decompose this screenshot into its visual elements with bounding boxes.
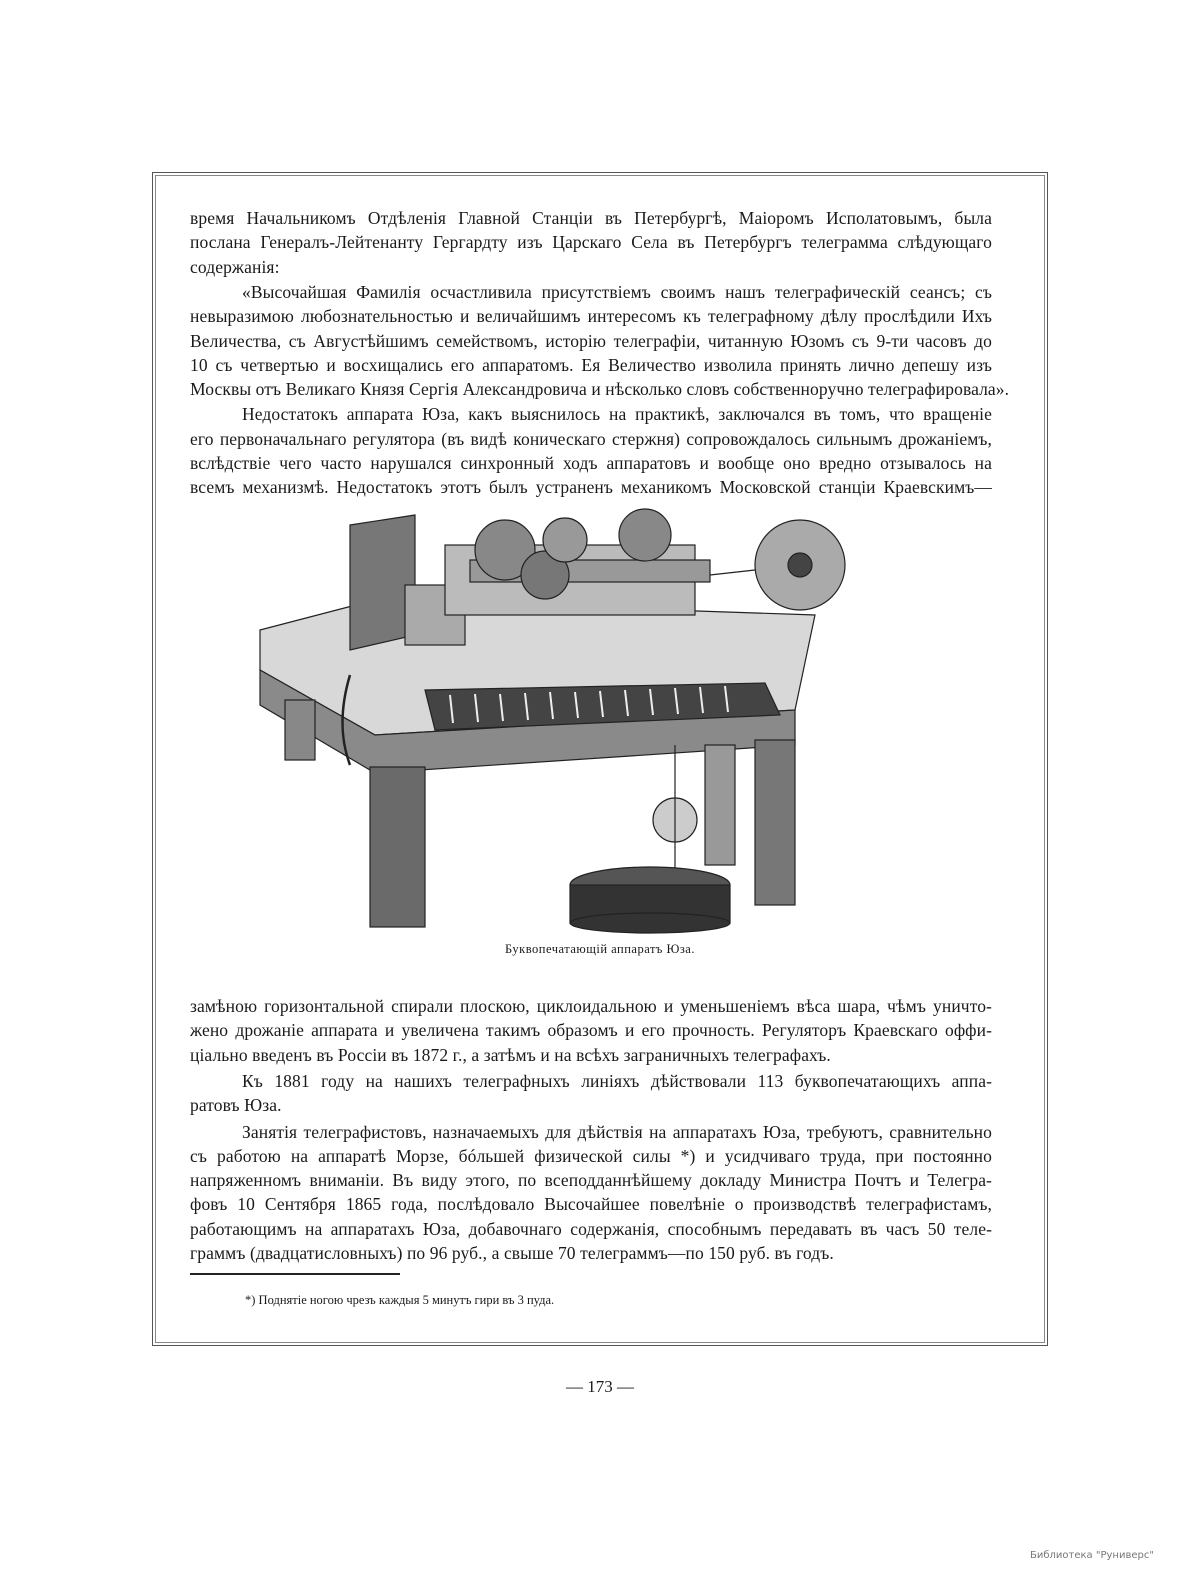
library-watermark: Библиотека "Руниверс"	[1030, 1550, 1154, 1561]
text-line: ратовъ Юза.	[190, 1095, 282, 1116]
text-line: Недостатокъ аппарата Юза, какъ выяснилось на практикѣ, заключался въ томъ, что вращеніе	[242, 404, 992, 425]
text-line: работающимъ на аппаратахъ Юза, добавочнаго содержанія, способнымъ передавать въ часъ 50 теле-	[190, 1218, 992, 1239]
footnote: *) Поднятіе ногою чрезъ каждыя 5 минутъ гири въ 3 пуда.	[245, 1293, 555, 1307]
page-number: — 173 —	[566, 1377, 634, 1396]
text-line: ціально введенъ въ Россіи въ 1872 г., а затѣмъ и на всѣхъ заграничныхъ телеграфахъ.	[190, 1044, 831, 1065]
text-line: невыразимою любознательностью и величайшимъ интересомъ къ телеграфному дѣлу прослѣдили Ихъ	[190, 306, 992, 327]
text-line: вслѣдствіе чего часто нарушался синхронный ходъ аппаратовъ и вообще оно вредно отзывалось на	[190, 453, 992, 473]
hughes-telegraph-engraving	[255, 505, 875, 935]
text-line: съ работою на аппаратѣ Морзе, бóльшей физической силы *) и усидчиваго труда, при постоянно	[190, 1145, 992, 1166]
text-line: Занятія телеграфистовъ, назначаемыхъ для дѣйствія на аппаратахъ Юза, требуютъ, сравнительно	[242, 1121, 992, 1142]
text-line: «Высочайшая Фамилія осчастливила присутствіемъ своимъ нашъ телеграфическій сеансъ; съ	[242, 281, 992, 302]
text-line: Москвы отъ Великаго Князя Сергія Александровича и нѣсколько словъ собственноручно телеграфировала».	[190, 379, 1010, 400]
text-line: послана Генералъ-Лейтенанту Гергардту изъ Царскаго Села въ Петербургъ телеграмма слѣдующаго	[190, 232, 992, 253]
text-line: Къ 1881 году на нашихъ телеграфныхъ линіяхъ дѣйствовали 113 буквопечатающихъ аппа-	[242, 1070, 992, 1091]
text-line: напряженномъ вниманіи. Въ виду этого, по всеподданнѣйшему докладу Министра Почтъ и Телегра-	[190, 1170, 992, 1191]
text-line: его первоначальнаго регулятора (въ видѣ коническаго стержня) сопровождалось сильнымъ дрожаніемъ,	[190, 428, 992, 449]
text-line: замѣною горизонтальной спирали плоскою, циклоидальною и уменьшеніемъ вѣса шара, чѣмъ уничто-	[190, 996, 992, 1016]
footnote-divider	[190, 1273, 400, 1275]
text-line: фовъ 10 Сентября 1865 года, послѣдовало Высочайшее повелѣніе о производствѣ телеграфистамъ,	[190, 1194, 992, 1215]
text-line: время Начальникомъ Отдѣленія Главной Станціи въ Петербургѣ, Маіоромъ Исполатовымъ, была	[190, 208, 992, 228]
text-line: жено дрожаніе аппарата и увеличена такимъ образомъ и его прочность. Регуляторъ Краевскаго оффи-	[190, 1020, 992, 1041]
text-line: 10 съ четвертью и восхищались его аппаратомъ. Ея Величество изволила принять лично депешу изъ	[190, 354, 992, 375]
text-line: всемъ механизмѣ. Недостатокъ этотъ былъ устраненъ механикомъ Московской станціи Краевскимъ—	[190, 477, 992, 498]
figure-caption: Буквопечатающій аппаратъ Юза.	[505, 942, 695, 956]
text-line: граммъ (двадцатисловныхъ) по 96 руб., а свыше 70 телеграммъ—по 150 руб. въ годъ.	[190, 1243, 834, 1263]
text-line: Величества, съ Августѣйшимъ семействомъ, исторію телеграфіи, читанную Юзомъ съ 9-ти часовъ до	[190, 330, 992, 351]
text-line: содержанія:	[190, 256, 280, 277]
